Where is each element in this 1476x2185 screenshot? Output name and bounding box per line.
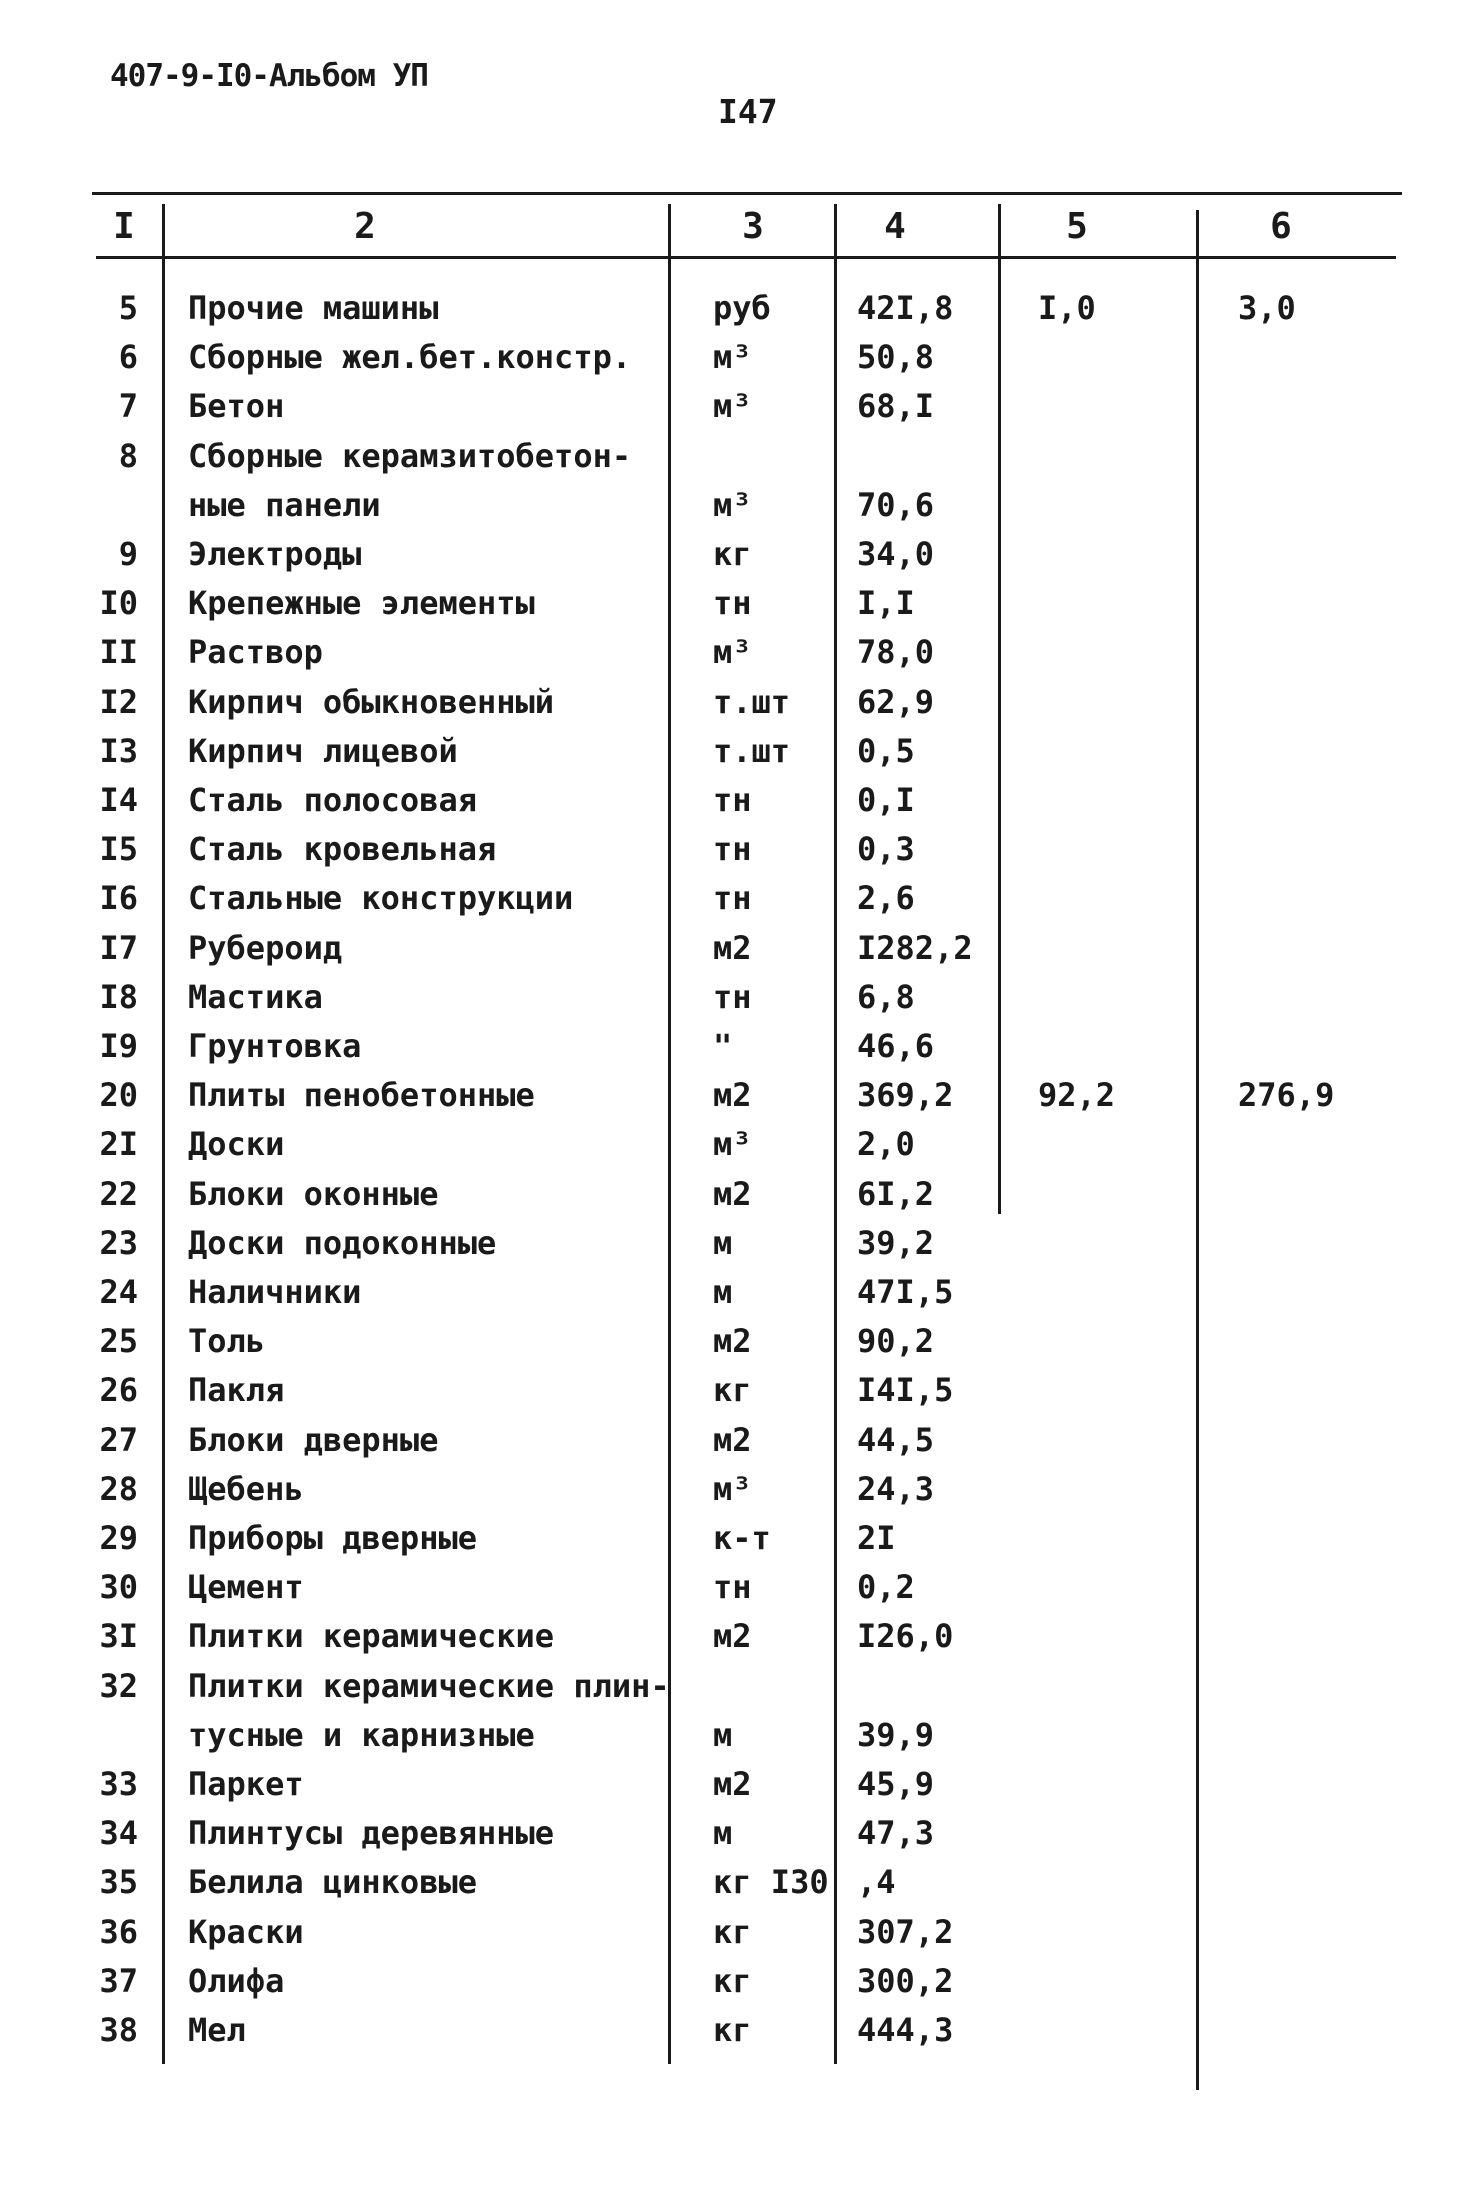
unit-of-measure: тн: [713, 781, 752, 819]
table-row: [0, 1420, 1476, 1469]
material-name: Сталь полосовая: [188, 781, 477, 819]
material-name: Олифа: [188, 1961, 285, 2000]
quantity: 6,8: [857, 977, 915, 1016]
material-name: Сборные керамзитобетон-: [188, 436, 632, 475]
quantity: 45,9: [857, 1765, 935, 1803]
row-number: 29: [99, 1519, 138, 1557]
material-name: Плитки керамические плин-: [188, 1666, 670, 1705]
quantity: 39,2: [857, 1223, 935, 1262]
unit-of-measure: м: [713, 1814, 733, 1853]
table-row: [0, 436, 1476, 534]
row-number: 7: [118, 387, 138, 426]
row-number: 5: [118, 289, 138, 327]
table-row: [0, 534, 1476, 583]
quantity: 2I: [857, 1519, 896, 1557]
unit-of-measure: руб: [713, 289, 771, 327]
table-row: [0, 1616, 1476, 1665]
table-row: [0, 1961, 1476, 2010]
material-name: Сталь кровельная: [188, 830, 497, 869]
material-name-continued: ные панели: [188, 485, 381, 524]
row-number: 26: [99, 1371, 138, 1410]
table-row: [0, 288, 1476, 337]
quantity: 0,3: [857, 830, 915, 869]
table-row: [0, 386, 1476, 435]
row-number: I9: [99, 1027, 138, 1065]
unit-of-measure: кг: [713, 535, 752, 573]
table-row: [0, 1223, 1476, 1272]
material-name: Доски: [188, 1125, 285, 1164]
row-number: 23: [99, 1223, 138, 1262]
row-number: I5: [99, 830, 138, 869]
quantity: 444,3: [857, 2011, 954, 2049]
table-row: [0, 731, 1476, 780]
document-code: 407-9-I0-Альбом УП: [110, 58, 428, 94]
material-name: Раствор: [188, 633, 323, 672]
unit-of-measure: м³: [713, 387, 752, 426]
table-row: [0, 1567, 1476, 1616]
row-number: 28: [99, 1469, 138, 1508]
column-5-value: 92,2: [1038, 1076, 1116, 1115]
quantity: 369,2: [857, 1076, 954, 1115]
unit-of-measure: м³: [713, 1125, 752, 1164]
table-row: [0, 1764, 1476, 1813]
quantity: 68,I: [857, 387, 935, 426]
quantity: 0,2: [857, 1568, 915, 1607]
column-header: 6: [1270, 206, 1292, 247]
material-name: Толь: [188, 1322, 266, 1361]
material-name: Пакля: [188, 1371, 285, 1410]
quantity: 50,8: [857, 338, 935, 377]
column-5-value: I,0: [1038, 289, 1096, 327]
material-name: Цемент: [188, 1568, 304, 1607]
quantity: 2,0: [857, 1125, 915, 1164]
material-name: Блоки оконные: [188, 1174, 439, 1213]
unit-of-measure: кг: [713, 2011, 752, 2049]
unit-of-measure: м2: [713, 928, 752, 967]
material-name: Прочие машины: [188, 289, 439, 327]
quantity: 0,I: [857, 781, 915, 819]
table-row: [0, 337, 1476, 386]
table-top-rule: [92, 192, 1402, 195]
quantity: 70,6: [857, 485, 935, 524]
unit-of-measure: м: [713, 1223, 733, 1262]
material-name: Доски подоконные: [188, 1223, 497, 1262]
table-row: [0, 1075, 1476, 1124]
table-row: [0, 780, 1476, 829]
quantity: 0,5: [857, 731, 915, 770]
row-number: I0: [99, 584, 138, 623]
unit-of-measure: м: [713, 1715, 733, 1754]
material-name: Белила цинковые: [188, 1863, 477, 1902]
quantity: 300,2: [857, 1961, 954, 2000]
row-number: 25: [99, 1322, 138, 1361]
material-name: Рубероид: [188, 928, 343, 967]
row-number: 8: [118, 436, 138, 475]
material-name: Электроды: [188, 535, 362, 573]
table-row: [0, 1272, 1476, 1321]
material-name: Сборные жел.бет.констр.: [188, 338, 632, 377]
table-row: [0, 1174, 1476, 1223]
unit-of-measure: кг: [713, 1961, 752, 2000]
unit-of-measure: м³: [713, 485, 752, 524]
unit-of-measure: м2: [713, 1420, 752, 1459]
table-row: [0, 1321, 1476, 1370]
unit-of-measure: м2: [713, 1076, 752, 1115]
material-name: Стальные конструкции: [188, 879, 574, 918]
table-row: [0, 928, 1476, 977]
unit-of-measure: м³: [713, 1469, 752, 1508]
row-number: 37: [99, 1961, 138, 2000]
row-number: I8: [99, 977, 138, 1016]
quantity: 39,9: [857, 1715, 935, 1754]
unit-of-measure: кг I30: [713, 1863, 829, 1902]
unit-of-measure: тн: [713, 879, 752, 918]
quantity: I,I: [857, 584, 915, 623]
unit-of-measure: м³: [713, 633, 752, 672]
quantity: 90,2: [857, 1322, 935, 1361]
row-number: I6: [99, 879, 138, 918]
unit-of-measure: м2: [713, 1322, 752, 1361]
quantity: 44,5: [857, 1420, 935, 1459]
material-name: Бетон: [188, 387, 285, 426]
material-name: Грунтовка: [188, 1027, 362, 1065]
row-number: I3: [99, 731, 138, 770]
material-name: Плитки керамические: [188, 1617, 555, 1656]
material-name: Краски: [188, 1912, 304, 1951]
row-number: 32: [99, 1666, 138, 1705]
unit-of-measure: тн: [713, 1568, 752, 1607]
column-header: I: [113, 206, 135, 247]
quantity: ,4: [857, 1863, 896, 1902]
table-row: [0, 632, 1476, 681]
material-name: Блоки дверные: [188, 1420, 439, 1459]
quantity: I26,0: [857, 1617, 954, 1656]
unit-of-measure: к-т: [713, 1519, 771, 1557]
row-number: 3I: [99, 1617, 138, 1656]
row-number: 33: [99, 1765, 138, 1803]
quantity: I4I,5: [857, 1371, 954, 1410]
material-name: Паркет: [188, 1765, 304, 1803]
material-name: Кирпич лицевой: [188, 731, 458, 770]
quantity: 42I,8: [857, 289, 954, 327]
unit-of-measure: тн: [713, 830, 752, 869]
unit-of-measure: ": [713, 1027, 733, 1065]
row-number: II: [99, 633, 138, 672]
quantity: 307,2: [857, 1912, 954, 1951]
unit-of-measure: тн: [713, 584, 752, 623]
material-name: Мастика: [188, 977, 323, 1016]
row-number: I4: [99, 781, 138, 819]
unit-of-measure: м2: [713, 1174, 752, 1213]
table-row: [0, 1912, 1476, 1961]
quantity: 62,9: [857, 682, 935, 721]
table-row: [0, 1813, 1476, 1862]
quantity: 24,3: [857, 1469, 935, 1508]
unit-of-measure: тн: [713, 977, 752, 1016]
quantity: 47I,5: [857, 1273, 954, 1311]
table-row: [0, 1666, 1476, 1764]
row-number: 36: [99, 1912, 138, 1951]
row-number: 22: [99, 1174, 138, 1213]
column-6-value: 3,0: [1238, 289, 1296, 327]
row-number: 2I: [99, 1125, 138, 1164]
header-bottom-rule: [96, 256, 1396, 259]
material-name: Наличники: [188, 1273, 362, 1311]
quantity: 47,3: [857, 1814, 935, 1853]
table-row: [0, 1469, 1476, 1518]
row-number: I2: [99, 682, 138, 721]
column-header: 3: [742, 206, 764, 247]
table-row: [0, 2010, 1476, 2059]
material-name: Щебень: [188, 1469, 304, 1508]
row-number: 34: [99, 1814, 138, 1853]
row-number: 24: [99, 1273, 138, 1311]
unit-of-measure: м: [713, 1273, 733, 1311]
table-row: [0, 583, 1476, 632]
table-row: [0, 1026, 1476, 1075]
row-number: 35: [99, 1863, 138, 1902]
table-row: [0, 1124, 1476, 1173]
material-name-continued: тусные и карнизные: [188, 1715, 535, 1754]
column-header: 4: [884, 206, 906, 247]
row-number: I7: [99, 928, 138, 967]
quantity: I282,2: [857, 928, 973, 967]
unit-of-measure: т.шт: [713, 731, 791, 770]
page-number: I47: [718, 92, 778, 131]
quantity: 78,0: [857, 633, 935, 672]
unit-of-measure: м2: [713, 1765, 752, 1803]
row-number: 20: [99, 1076, 138, 1115]
material-name: Приборы дверные: [188, 1519, 477, 1557]
table-row: [0, 682, 1476, 731]
material-name: Кирпич обыкновенный: [188, 682, 555, 721]
material-name: Мел: [188, 2011, 246, 2049]
material-name: Плинтусы деревянные: [188, 1814, 555, 1853]
quantity: 34,0: [857, 535, 935, 573]
unit-of-measure: т.шт: [713, 682, 791, 721]
unit-of-measure: м³: [713, 338, 752, 377]
row-number: 9: [118, 535, 138, 573]
material-name: Крепежные элементы: [188, 584, 535, 623]
quantity: 46,6: [857, 1027, 935, 1065]
column-header: 5: [1066, 206, 1088, 247]
table-row: [0, 878, 1476, 927]
quantity: 6I,2: [857, 1174, 935, 1213]
column-header: 2: [354, 206, 376, 247]
quantity: 2,6: [857, 879, 915, 918]
table-row: [0, 829, 1476, 878]
row-number: 38: [99, 2011, 138, 2049]
material-name: Плиты пенобетонные: [188, 1076, 535, 1115]
row-number: 6: [118, 338, 138, 377]
unit-of-measure: кг: [713, 1371, 752, 1410]
row-number: 30: [99, 1568, 138, 1607]
row-number: 27: [99, 1420, 138, 1459]
table-row: [0, 1862, 1476, 1911]
table-row: [0, 1518, 1476, 1567]
unit-of-measure: кг: [713, 1912, 752, 1951]
column-6-value: 276,9: [1238, 1076, 1335, 1115]
unit-of-measure: м2: [713, 1617, 752, 1656]
table-row: [0, 977, 1476, 1026]
table-row: [0, 1370, 1476, 1419]
